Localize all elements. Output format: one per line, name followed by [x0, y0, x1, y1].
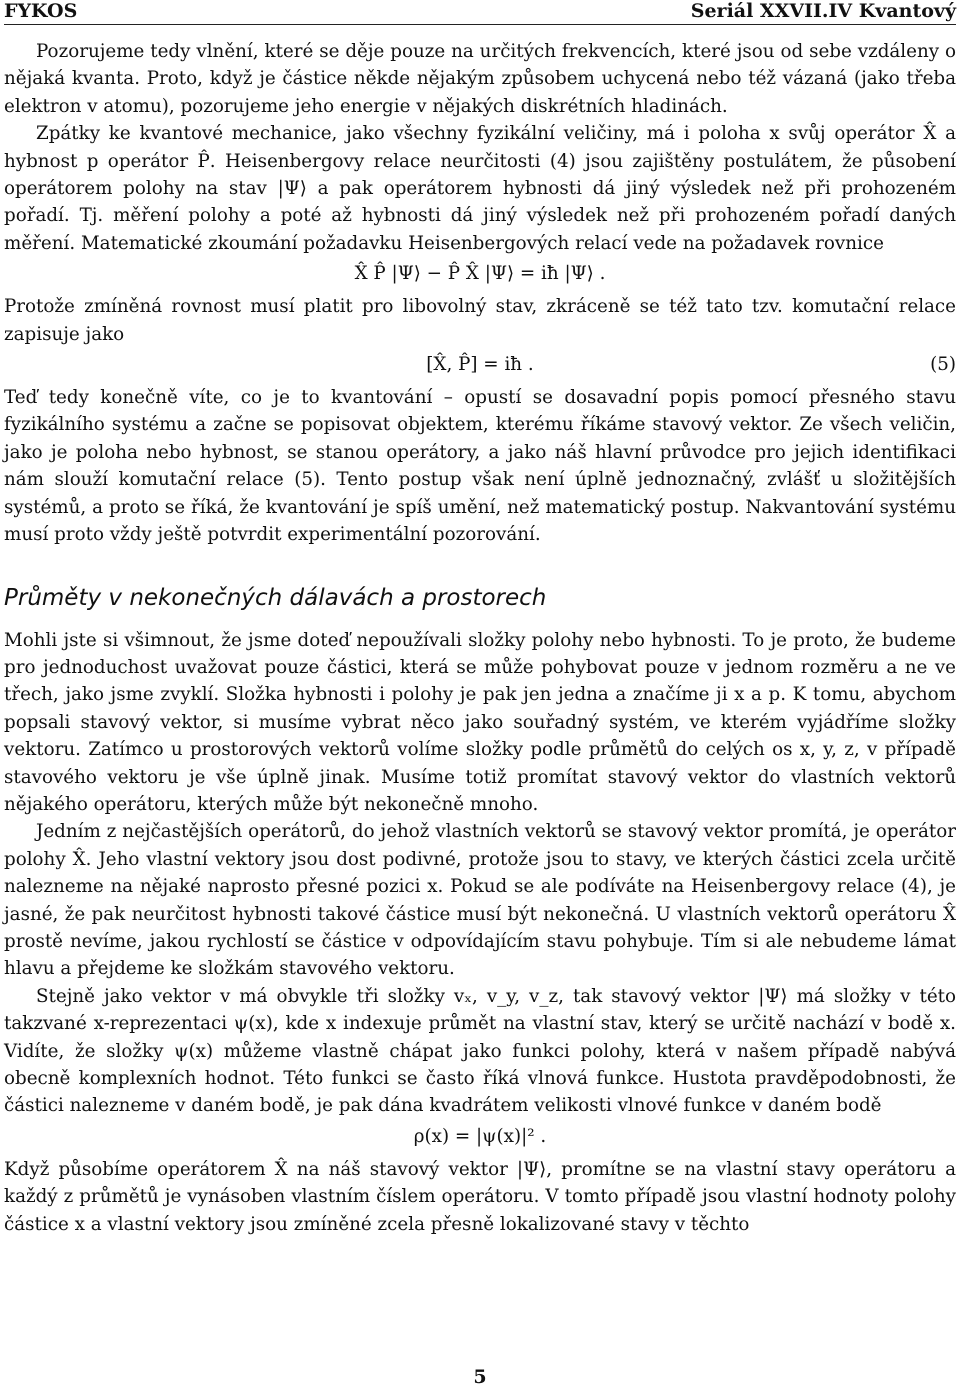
paragraph-quantization: Teď tedy konečně víte, co je to kvantování – opustí se dosavadní popis pomocí přesného stavu fyzikálního systému a začne se popisovat objektem, kterému říkáme stavový vektor. Ze všech veličin, jako je poloha nebo hybnost, se stanou operátory, a jako náš hlavní průvodce pro jejich identifikaci nám slouží komutační relace (5). Tento postup však není úplně jednoznačný, zvlášť u složitějších systémů, a proto se říká, že kvantování je spíš umění, než matematický postup. Nakvantování systému musí proto vždy ještě potvrdit experimentální pozorování.	[4, 387, 956, 546]
page-number: 5	[473, 1366, 487, 1388]
equation-commutator-action	[4, 259, 956, 289]
paragraph-commutation-relation: Protože zmíněná rovnost musí platit pro libovolný stav, zkráceně se též tato tzv. komutační relace zapisuje jako	[4, 296, 956, 345]
paragraph-eigenstates: Když působíme operátorem X̂ na náš stavový vektor |Ψ⟩, promítne se na vlastní stavy operátoru a každý z průmětů je vynásoben vlastním číslem operátoru. V tomto případě jsou vlastní hodnoty polohy částice x a vlastní vektory jsou zmíněné zcela přesně lokalizované stavy v těchto	[4, 1158, 956, 1235]
equation-text: [X̂, P̂] = iħ .	[426, 354, 534, 376]
document-body	[4, 38, 956, 1238]
equation-number: (5)	[930, 354, 956, 376]
paragraph-wave-function: Stejně jako vektor v má obvykle tři složky vₓ, v_y, v_z, tak stavový vektor |Ψ⟩ má složky v této takzvané x-reprezentaci ψ(x), kde x indexuje průmět na vlastní stav, který se určitě nachází v bodě x. Vidíte, že složky ψ(x) můžeme vlastně chápat jako funkci polohy, která v našem případě nabývá obecně komplexních hodnot. Této funkci se často říká vlnová funkce. Hustota pravděpodobnosti, že částici nalezneme v daném bodě, je pak dána kvadrátem velikosti vlnové funkce v daném bodě	[4, 985, 956, 1117]
paragraph-position-operator: Jedním z nejčastějších operátorů, do jehož vlastních vektorů se stavový vektor promítá, je operátor polohy X̂. Jeho vlastní vektory jsou dost podivné, protože jsou to stavy, ve kterých částici zcela určitě nalezneme na nějaké naprosto přesné pozici x. Pokud se ale podíváte na Heisenbergovy relace (4), je jasné, že pak neurčitost hybnosti takové částice musí být nekonečná. U vlastních vektorů operátoru X̂ prostě nevíme, jakou rychlostí se částice v odpovídajícím stavu pohybuje. Tím si ale nebudeme lámat hlavu a přejdeme ke složkám stavového vektoru.	[4, 821, 956, 980]
section-title: Průměty v nekonečných dálavách a prostorech	[4, 584, 547, 611]
equation-text: X̂ P̂ |Ψ⟩ − P̂ X̂ |Ψ⟩ = iħ |Ψ⟩ .	[354, 263, 606, 285]
equation-commutation	[4, 350, 956, 380]
paragraph-quanta: Pozorujeme tedy vlnění, které se děje pouze na určitých frekvencích, které jsou od sebe vzdáleny o nějaká kvanta. Proto, když je částice někde nějakým způsobem uchycená nebo též vázaná (jako třeba elektron v atomu), pozorujeme jeho energie v nějakých diskrétních hladinách.	[4, 41, 956, 117]
header-series: Seriál XXVII.IV Kvantový	[690, 0, 956, 22]
paragraph-components: Mohli jste si všimnout, že jsme doteď nepoužívali složky polohy nebo hybnosti. To je proto, že budeme pro jednoduchost uvažovat pouze částici, která se může pohybovat pouze v jednom rozměru a ne ve třech, jako jsme zvyklí. Složka hybnosti i polohy je pak jen jedna a značíme ji x a p. K tomu, abychom popsali stavový vektor, si musíme vybrat něco jako souřadný systém, ve kterém vyjádříme složky vektoru. Zatímco u prostorových vektorů volíme složky podle průmětů do celých os x, y, z, v případě stavového vektoru je vše úplně jinak. Musíme totiž promítat stavový vektor do vlastních vektorů nějakého operátoru, kterých může být nekonečně mnoho.	[4, 629, 956, 815]
paragraph-operators: Zpátky ke kvantové mechanice, jako všechny fyzikální veličiny, má i poloha x svůj operátor X̂ a hybnost p operátor P̂. Heisenbergovy relace neurčitosti (4) jsou zajištěny postulátem, že působení operátorem polohy na stav |Ψ⟩ a pak operátorem hybnosti dá jiný výsledek než při prohozeném pořadí. Tj. měření polohy a poté až hybnosti dá jiný výsledek než při prohozeném pořadí daných měření. Matematické zkoumání požadavku Heisenbergových relací vede na požadavek rovnice	[4, 123, 956, 254]
page-header	[4, 0, 956, 25]
header-journal: FYKOS	[4, 0, 78, 22]
equation-text: ρ(x) = |ψ(x)|² .	[413, 1125, 547, 1147]
equation-probability-density	[4, 1122, 956, 1152]
